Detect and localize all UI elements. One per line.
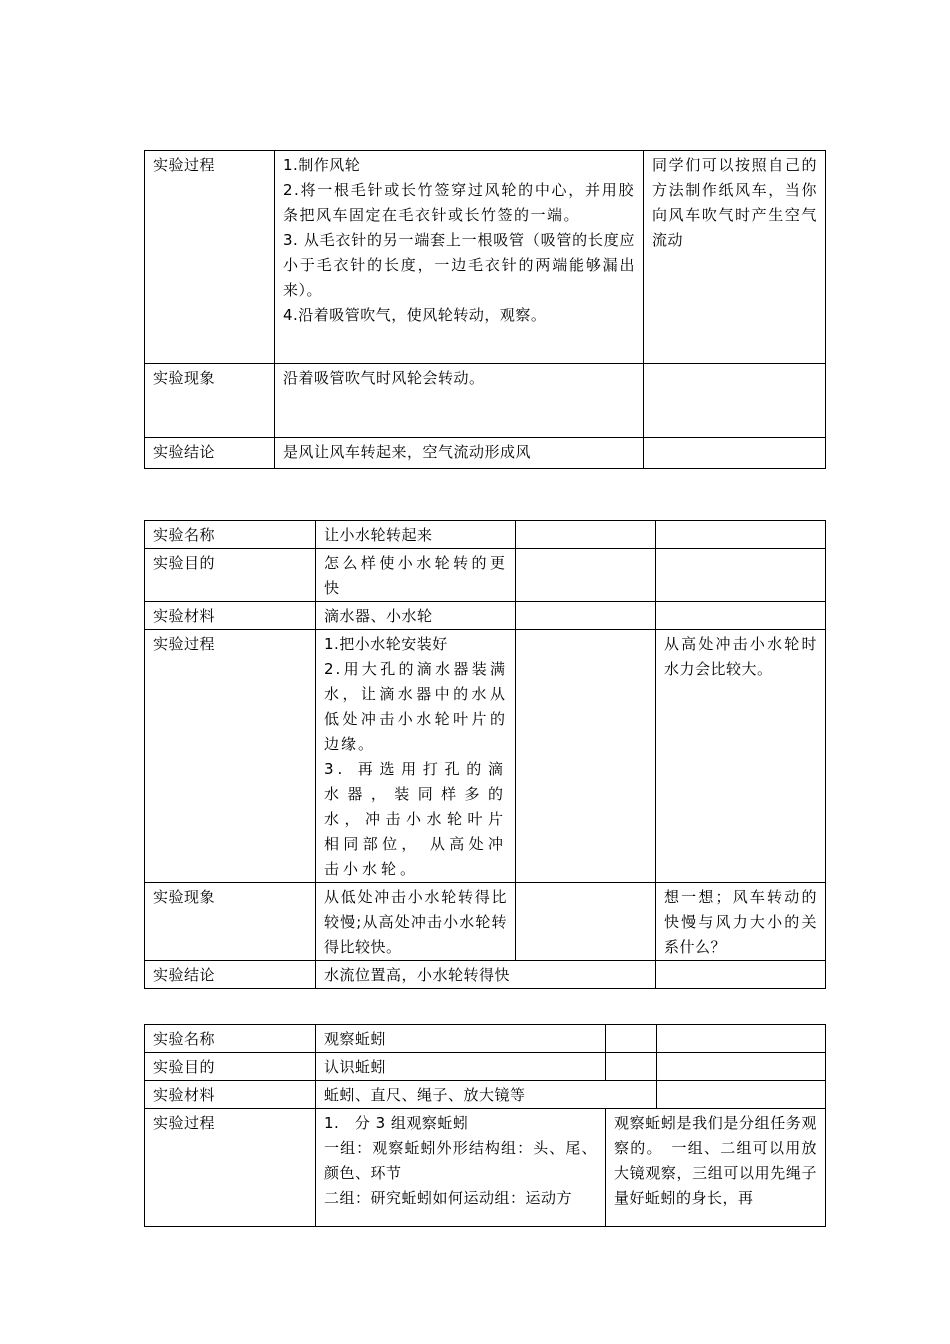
empty-cell: [657, 1053, 826, 1081]
process-step: 1.制作风轮: [283, 156, 361, 174]
process-label: 实验过程: [145, 1109, 316, 1227]
phenomenon-note: 想一想；风车转动的快慢与风力大小的关系什么？: [656, 883, 826, 961]
process-steps: [275, 151, 644, 364]
experiment-table-waterwheel: [144, 520, 826, 989]
process-step: 2.将一根毛针或长竹签穿过风轮的中心，并用胶条把风车固定在毛衣针或长竹签的一端。: [283, 181, 635, 224]
materials-text: 滴水器、小水轮: [316, 602, 516, 630]
process-step: 3. 从毛衣针的另一端套上一根吸管（吸管的长度应小于毛衣针的长度，一边毛衣针的两端能够漏出来）。: [283, 231, 635, 299]
process-step: 2.用大孔的滴水器装满水，让滴水器中的水从低处冲击小水轮叶片的边缘。: [324, 660, 507, 753]
empty-cell: [656, 521, 826, 549]
materials-label: 实验材料: [145, 1081, 316, 1109]
empty-cell: [644, 364, 826, 438]
process-step: 1. 分 3 组观察蚯蚓: [324, 1114, 469, 1132]
experiment-table-pinwheel: [144, 150, 826, 469]
empty-cell: [516, 521, 656, 549]
name-text: 观察蚯蚓: [316, 1025, 606, 1053]
conclusion-text: 水流位置高，小水轮转得快: [316, 961, 656, 989]
empty-cell: [516, 549, 656, 602]
name-label: 实验名称: [145, 1025, 316, 1053]
purpose-label: 实验目的: [145, 1053, 316, 1081]
process-note: 从高处冲击小水轮时水力会比较大。: [656, 630, 826, 883]
process-label: 实验过程: [145, 630, 316, 883]
phenomenon-label: 实验现象: [145, 364, 275, 438]
purpose-text: 认识蚯蚓: [316, 1053, 606, 1081]
experiment-table-earthworm: [144, 1024, 826, 1227]
empty-cell: [516, 630, 656, 883]
process-note: 同学们可以按照自己的方法制作纸风车，当你向风车吹气时产生空气流动: [644, 151, 826, 364]
purpose-text: 怎么样使小水轮转的更快: [316, 549, 516, 602]
empty-cell: [606, 1025, 657, 1053]
process-step: 1.把小水轮安装好: [324, 635, 448, 653]
materials-label: 实验材料: [145, 602, 316, 630]
empty-cell: [657, 1081, 826, 1109]
empty-cell: [656, 961, 826, 989]
process-step: 二组：研究蚯蚓如何运动组：运动方: [324, 1189, 573, 1207]
empty-cell: [656, 549, 826, 602]
empty-cell: [516, 602, 656, 630]
empty-cell: [644, 438, 826, 469]
materials-text: 蚯蚓、直尺、绳子、放大镜等: [316, 1081, 657, 1109]
empty-cell: [516, 883, 656, 961]
conclusion-text: 是风让风车转起来，空气流动形成风: [275, 438, 644, 469]
empty-cell: [657, 1025, 826, 1053]
phenomenon-text: 沿着吸管吹气时风轮会转动。: [275, 364, 644, 438]
process-label: 实验过程: [145, 151, 275, 364]
empty-cell: [606, 1053, 657, 1081]
purpose-label: 实验目的: [145, 549, 316, 602]
process-steps: [316, 630, 516, 883]
process-steps: [316, 1109, 606, 1227]
process-step: 3. 再选用打孔的滴水器，装同样多的水，冲击小水轮叶片相同部位， 从高处冲击小水轮。: [324, 760, 507, 878]
empty-cell: [656, 602, 826, 630]
conclusion-label: 实验结论: [145, 961, 316, 989]
process-step: 4.沿着吸管吹气，使风轮转动，观察。: [283, 306, 547, 324]
name-label: 实验名称: [145, 521, 316, 549]
process-note: 观察蚯蚓是我们是分组任务观察的。 一组、二组可以用放大镜观察，三组可以用先绳子量好蚯蚓的身长，再: [606, 1109, 826, 1227]
name-text: 让小水轮转起来: [316, 521, 516, 549]
phenomenon-text: 从低处冲击小水轮转得比较慢;从高处冲击小水轮转得比较快。: [316, 883, 516, 961]
conclusion-label: 实验结论: [145, 438, 275, 469]
phenomenon-label: 实验现象: [145, 883, 316, 961]
process-step: 一组：观察蚯蚓外形结构组：头、尾、颜色、环节: [324, 1139, 597, 1182]
